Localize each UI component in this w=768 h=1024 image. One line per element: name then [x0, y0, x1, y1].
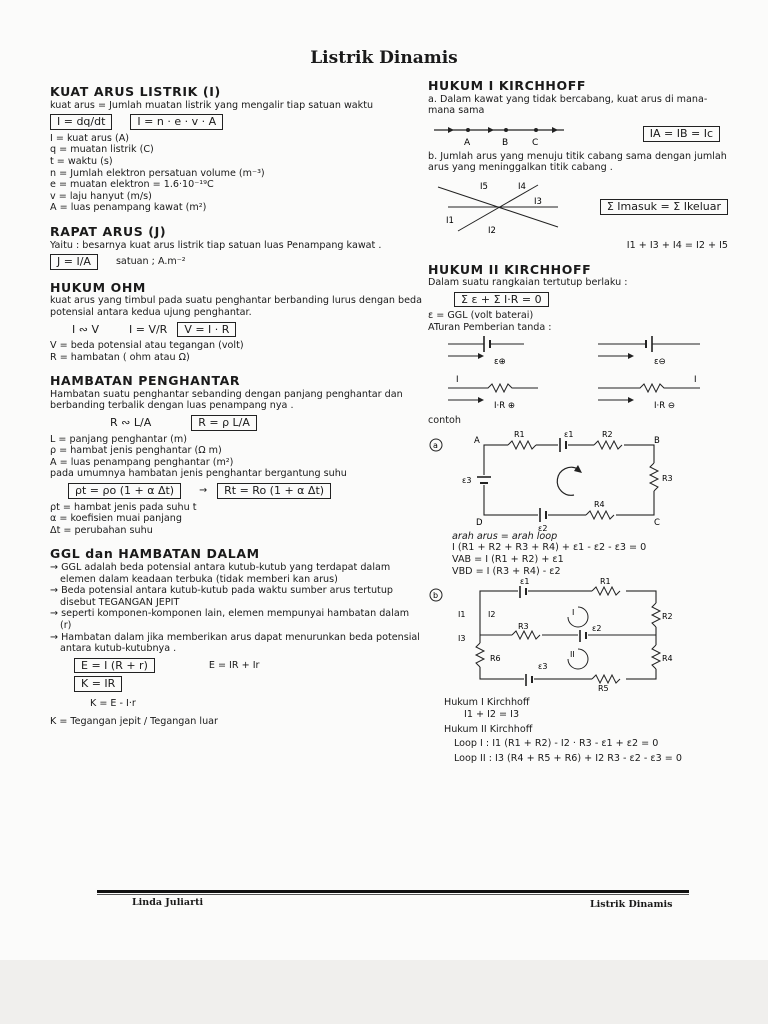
var-line: n = Jumlah elektron persatuan volume (m⁻³) — [50, 167, 265, 179]
right-column — [428, 80, 728, 765]
heading-kuat-arus: KUAT ARUS LISTRIK (I) — [50, 84, 221, 99]
svg-text:B: B — [654, 435, 660, 446]
example-b-eq: Loop II : I3 (R4 + R5 + R6) + I2 R3 - ε2 - ε3 = 0 — [454, 753, 682, 765]
svg-text:a: a — [433, 440, 438, 450]
svg-text:R3: R3 — [662, 473, 673, 483]
hambatan-definition: Hambatan suatu penghantar sebanding dengan panjang penghantar dan berbanding terbalik dengan luas penampang nya . — [50, 388, 403, 412]
circuit-example-b — [428, 577, 728, 694]
arrow-icon: → — [199, 485, 208, 497]
svg-text:R4: R4 — [662, 654, 673, 664]
svg-text:ε3: ε3 — [462, 475, 472, 485]
formula-ia-ib-ic: IA = IB = Ic — [643, 126, 720, 142]
ohm-ratio: I = V/R — [128, 322, 168, 336]
svg-text:A: A — [474, 435, 480, 446]
svg-text:R6: R6 — [490, 654, 501, 664]
example-b-eq: Hukum II Kirchhoff — [444, 724, 533, 736]
scan-margin — [0, 960, 768, 1024]
svg-text:I2: I2 — [488, 610, 496, 620]
section-kuat-arus — [50, 86, 422, 214]
page-title: Listrik Dinamis — [310, 48, 458, 68]
svg-text:II: II — [570, 650, 575, 660]
kuat-arus-definition: kuat arus = Jumlah muatan listrik yang mengalir tiap satuan waktu — [50, 99, 374, 111]
svg-text:I1: I1 — [446, 215, 454, 226]
footer-rule-thin — [97, 894, 689, 895]
ggl-point: → Beda potensial antara kutub-kutub pada waktu sumber arus tertutup disebut TEGANGAN JEPIT — [50, 585, 393, 608]
example-b-equations — [444, 697, 728, 765]
svg-text:R4: R4 — [594, 499, 605, 509]
var-line: t = waktu (s) — [50, 155, 113, 167]
heading-rapat-arus: RAPAT ARUS (J) — [50, 223, 167, 239]
svg-text:I3: I3 — [534, 196, 542, 207]
formula-i-dqdt: I = dq/dt — [50, 114, 112, 130]
svg-text:R2: R2 — [602, 429, 613, 439]
hambatan-proportional: R ∾ L/A — [110, 416, 152, 430]
formula-j: J = I/A — [50, 254, 98, 270]
svg-text:I5: I5 — [480, 181, 488, 192]
sign-rules-title: ATuran Pemberian tanda : — [428, 321, 552, 333]
var-line: q = muatan listrik (C) — [50, 144, 154, 156]
svg-text:ε⊕: ε⊕ — [494, 356, 506, 367]
svg-text:I·R ⊕: I·R ⊕ — [494, 400, 515, 411]
section-kirchhoff-1 — [428, 80, 728, 252]
svg-text:R5: R5 — [598, 684, 609, 694]
junction-diagram — [428, 177, 568, 237]
svg-text:R1: R1 — [600, 577, 611, 587]
heading-kirchhoff-2: HUKUM II KIRCHHOFF — [428, 261, 592, 277]
var-line: L = panjang penghantar (m) — [50, 433, 187, 445]
var-line: Δt = perubahan suhu — [50, 524, 153, 536]
heading-hambatan: HAMBATAN PENGHANTAR — [50, 373, 241, 389]
example-a-eq: VBD = I (R3 + R4) - ε2 — [452, 565, 561, 577]
footer-title: Listrik Dinamis — [590, 899, 673, 910]
formula-kvl: Σ ε + Σ I·R = 0 — [454, 292, 549, 308]
formula-i-neva: I = n · e · v · A — [130, 114, 223, 130]
var-line: A = luas penampang kawat (m²) — [50, 202, 207, 214]
svg-text:I1: I1 — [458, 610, 466, 620]
wire-diagram-abc — [428, 120, 568, 148]
rapat-arus-definition: Yaitu : besarnya kuat arus listrik tiap satuan luas Penampang kawat . — [50, 239, 382, 251]
svg-text:I: I — [456, 374, 459, 385]
rapat-arus-unit: satuan ; A.m⁻² — [115, 256, 186, 268]
svg-text:ε3: ε3 — [538, 662, 548, 672]
var-line: R = hambatan ( ohm atau Ω) — [50, 351, 190, 363]
ggl-note: ε = GGL (volt baterai) — [428, 310, 534, 322]
ggl-point: → seperti komponen-komponen lain, elemen mempunyai hambatan dalam (r) — [50, 608, 410, 631]
section-ohm — [50, 279, 423, 364]
svg-text:ε1: ε1 — [520, 577, 530, 587]
formula-k-e-ir: K = E - I·r — [90, 697, 136, 709]
svg-text:C: C — [654, 517, 660, 528]
circuit-example-a — [428, 429, 728, 533]
var-line: e = muatan elektron = 1.6·10⁻¹⁹C — [50, 179, 214, 191]
section-rapat-arus — [50, 223, 422, 270]
footer-rule — [97, 890, 689, 893]
svg-text:I: I — [572, 608, 575, 618]
tegangan-jepit-note: K = Tegangan jepit / Tegangan luar — [50, 715, 218, 727]
left-column — [50, 86, 422, 727]
node-label: C — [532, 137, 539, 148]
example-b-eq: I1 + I2 = I3 — [464, 708, 520, 720]
footer-author: Linda Juliarti — [132, 897, 204, 908]
svg-text:R2: R2 — [662, 612, 673, 622]
svg-text:I2: I2 — [488, 225, 496, 236]
ggl-point: → Hambatan dalam jika memberikan arus dapat menurunkan beda potensial antara kutub-kutubnya . — [50, 631, 420, 655]
heading-ohm: HUKUM OHM — [50, 279, 146, 295]
heading-kirchhoff-1: HUKUM I KIRCHHOFF — [428, 78, 586, 93]
node-label: B — [502, 137, 509, 148]
var-line: ρt = hambat jenis pada suhu t — [50, 501, 197, 513]
sign-rules-diagram — [428, 334, 728, 412]
svg-text:b: b — [433, 591, 439, 601]
example-b-eq: Hukum I Kirchhoff — [444, 697, 530, 709]
heading-ggl: GGL dan HAMBATAN DALAM — [50, 546, 260, 562]
example-a-equations — [452, 531, 728, 577]
svg-text:I4: I4 — [518, 181, 526, 192]
formula-k-ir: K = IR — [74, 676, 122, 692]
section-kirchhoff-2 — [428, 261, 728, 427]
example-b-eq: Loop I : I1 (R1 + R2) - I2 · R3 - ε1 + ε2 = 0 — [454, 737, 659, 749]
var-line: V = beda potensial atau tegangan (volt) — [50, 340, 244, 352]
temp-dependence-text: pada umumnya hambatan jenis penghantar bergantung suhu — [50, 468, 347, 480]
kirchhoff-1-b: b. Jumlah arus yang menuju titik cabang sama dengan jumlah arus yang meninggalkan titik cabang . — [428, 150, 727, 174]
var-line: I = kuat arus (A) — [50, 132, 129, 144]
formula-sum-currents: Σ Imasuk = Σ Ikeluar — [600, 199, 728, 215]
svg-text:R1: R1 — [514, 429, 525, 439]
svg-text:I3: I3 — [458, 634, 466, 644]
svg-text:ε1: ε1 — [564, 429, 574, 439]
var-line: A = luas penampang penghantar (m²) — [50, 456, 234, 468]
svg-text:I: I — [694, 374, 697, 385]
formula-rho-t: ρt = ρo (1 + α Δt) — [68, 483, 181, 499]
example-a-eq: VAB = I (R1 + R2) + ε1 — [452, 553, 564, 565]
node-label: A — [464, 137, 471, 148]
formula-r-t: Rt = Ro (1 + α Δt) — [217, 483, 331, 499]
contoh-label: contoh — [428, 415, 461, 427]
svg-text:ε2: ε2 — [538, 523, 548, 533]
ohm-proportional: I ∾ V — [72, 322, 99, 336]
svg-text:I·R ⊖: I·R ⊖ — [654, 400, 675, 411]
var-line: ρ = hambat jenis penghantar (Ω m) — [50, 445, 222, 457]
formula-v-ir: V = I · R — [177, 322, 236, 338]
svg-text:ε2: ε2 — [592, 624, 602, 634]
formula-e-irr: E = I (R + r) — [74, 658, 155, 674]
svg-text:D: D — [476, 517, 483, 528]
svg-text:R3: R3 — [518, 622, 529, 632]
section-hambatan — [50, 375, 422, 536]
formula-e-expanded: E = IR + Ir — [208, 659, 260, 671]
kirchhoff-2-definition: Dalam suatu rangkaian tertutup berlaku : — [428, 277, 628, 289]
formula-currents-sum: I1 + I3 + I4 = I2 + I5 — [626, 239, 728, 251]
formula-r-rho: R = ρ L/A — [191, 415, 257, 431]
section-ggl — [50, 548, 422, 727]
svg-text:ε⊖: ε⊖ — [654, 356, 666, 367]
ohm-definition: kuat arus yang timbul pada suatu penghantar berbanding lurus dengan beda potensial antara kedua ujung penghantar. — [50, 295, 423, 318]
kirchhoff-1-a: a. Dalam kawat yang tidak bercabang, kuat arus di mana-mana sama — [428, 93, 708, 117]
example-a-eq-title: arah arus = arah loop — [452, 530, 558, 542]
var-line: v = laju hanyut (m/s) — [50, 190, 152, 202]
var-line: α = koefisien muai panjang — [50, 513, 182, 525]
ggl-point: → GGL adalah beda potensial antara kutub-kutub yang terdapat dalam elemen dalam keadaan terbuka (tidak memberi kan arus) — [50, 562, 391, 585]
example-a-eq: I (R1 + R2 + R3 + R4) + ε1 - ε2 - ε3 = 0 — [452, 542, 647, 554]
